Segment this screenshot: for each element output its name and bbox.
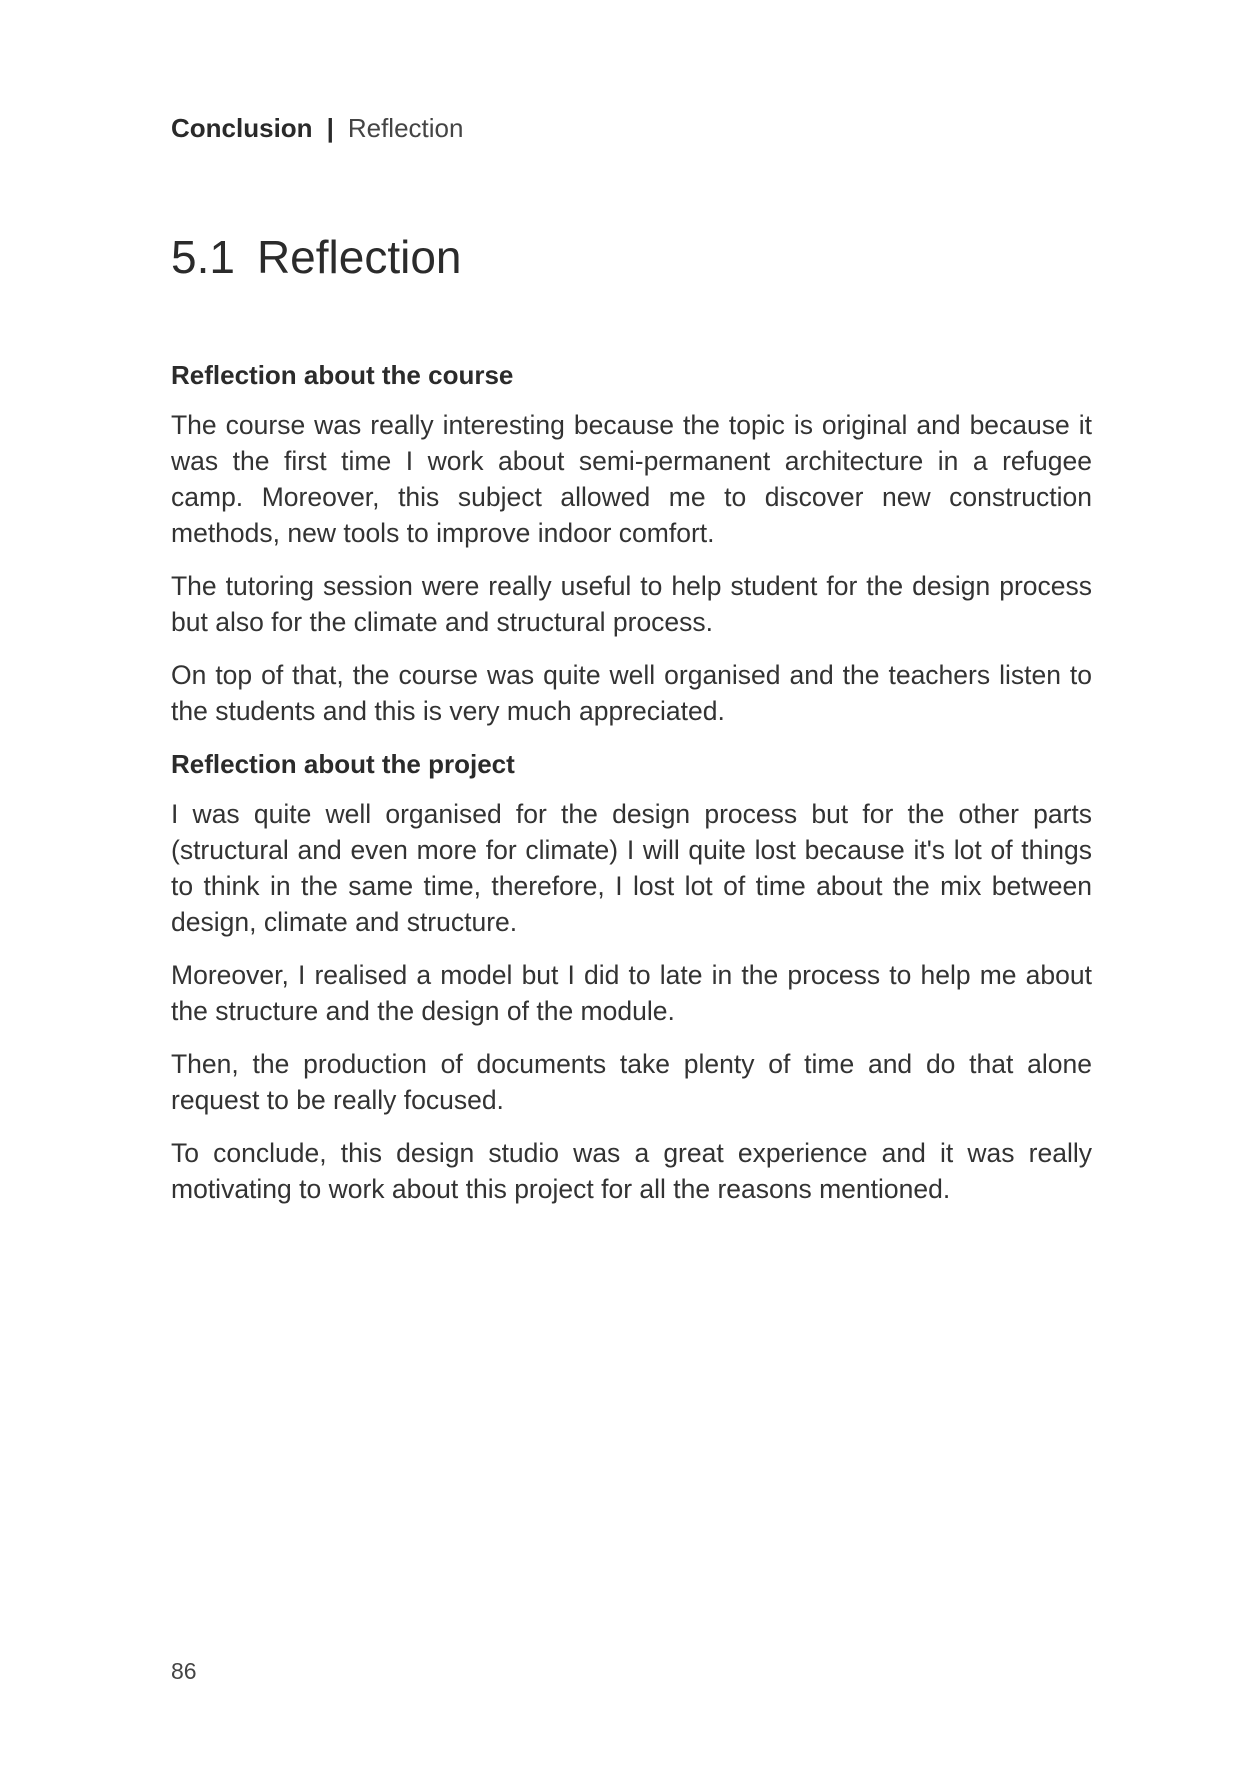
paragraph: I was quite well organised for the design process but for the other parts (structural and even more for climate) I will quite lost because it's lot of things to think in the same time, therefore, I lost lot of time about the mix between design, climate and structure. [171,799,1092,937]
section-number: 5.1 [171,231,235,283]
section-title: Reflection [256,231,462,283]
page-title [171,226,462,288]
header-chapter: Conclusion [171,113,313,143]
running-header [171,110,463,146]
header-section: Reflection [347,113,464,143]
paragraph: To conclude, this design studio was a great experience and it was really motivating to work about this project for all the reasons mentioned. [171,1138,1092,1204]
course-reflection-heading: Reflection about the course [171,360,514,390]
paragraph: Then, the production of documents take plenty of time and do that alone request to be really focused. [171,1049,1092,1115]
paragraph: Moreover, I realised a model but I did to late in the process to help me about the structure and the design of the module. [171,960,1092,1026]
project-reflection-heading: Reflection about the project [171,749,515,779]
header-separator: | [326,113,334,143]
paragraph: The tutoring session were really useful to help student for the design process but also for the climate and structural process. [171,571,1092,637]
page-number: 86 [171,1658,197,1684]
paragraph: The course was really interesting because the topic is original and because it was the first time I work about semi-permanent architecture in a refugee camp. Moreover, this subject allowed me to discover new construction methods, new tools to improve indoor comfort. [171,410,1092,548]
paragraph: On top of that, the course was quite well organised and the teachers listen to the students and this is very much appreciated. [171,660,1092,726]
body-content [171,357,1092,1224]
